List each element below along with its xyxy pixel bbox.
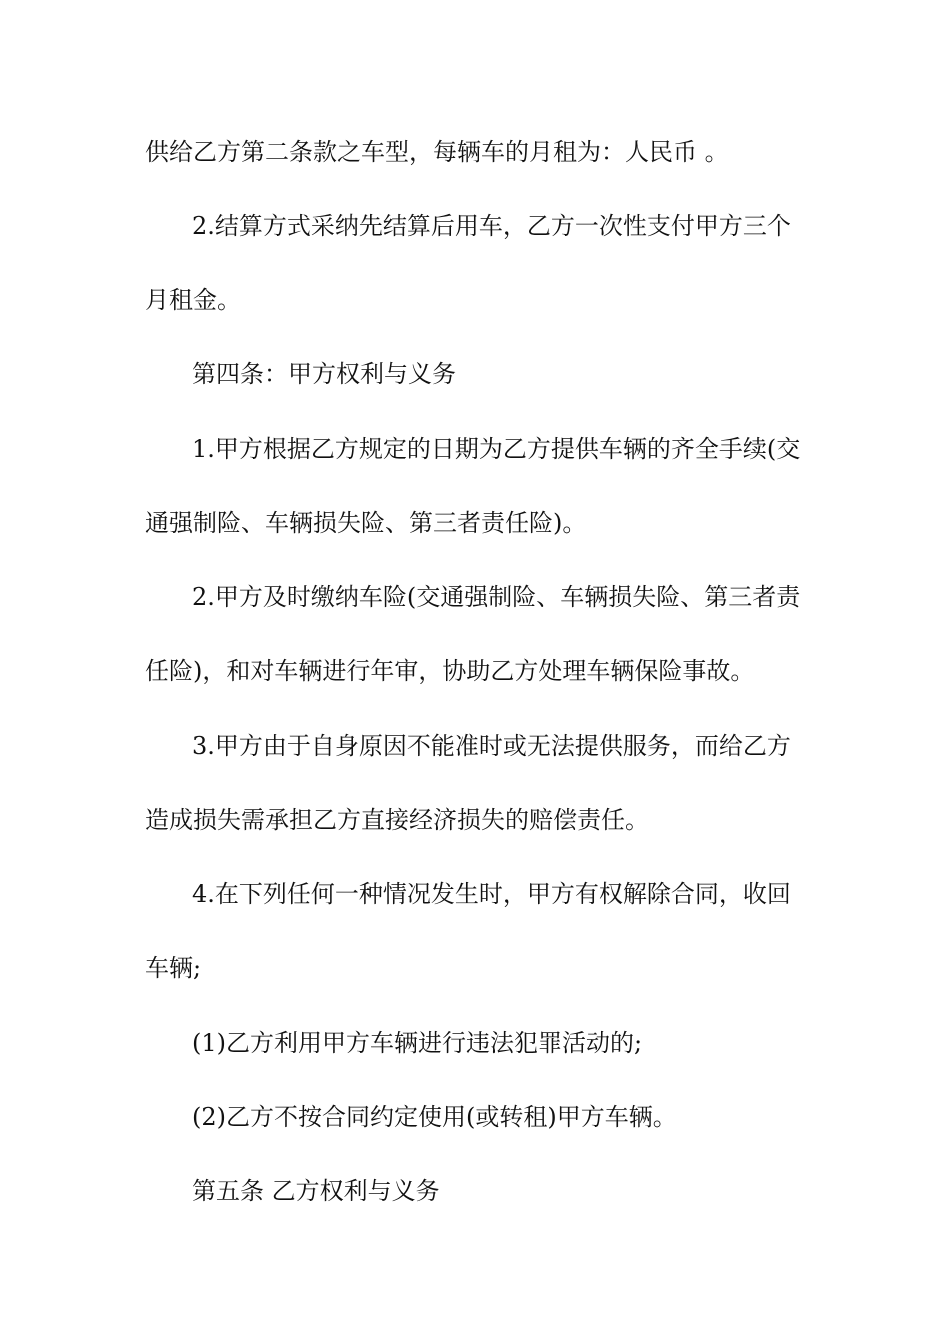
text-line: 供给乙方第二条款之车型，每辆车的月租为：人民币 。 xyxy=(145,138,729,166)
text-line: 造成损失需承担乙方直接经济损失的赔偿责任。 xyxy=(145,806,649,834)
text-line: 月租金。 xyxy=(145,286,241,314)
clause-item: 2.结算方式采纳先结算后用车，乙方一次性支付甲方三个 xyxy=(192,212,791,240)
text-line: 车辆; xyxy=(145,954,202,982)
article-heading: 第五条 乙方权利与义务 xyxy=(192,1177,440,1205)
clause-item: 4.在下列任何一种情况发生时，甲方有权解除合同，收回 xyxy=(192,880,791,908)
text-line: 任险)，和对车辆进行年审，协助乙方处理车辆保险事故。 xyxy=(145,657,755,685)
article-heading: 第四条：甲方权利与义务 xyxy=(192,360,456,388)
clause-item: 2.甲方及时缴纳车险(交通强制险、车辆损失险、第三者责 xyxy=(192,583,801,611)
clause-item: 3.甲方由于自身原因不能准时或无法提供服务，而给乙方 xyxy=(192,732,791,760)
sub-clause-item: (2)乙方不按合同约定使用(或转租)甲方车辆。 xyxy=(192,1103,677,1131)
sub-clause-item: (1)乙方利用甲方车辆进行违法犯罪活动的; xyxy=(192,1029,643,1057)
text-line: 通强制险、车辆损失险、第三者责任险)。 xyxy=(145,509,587,537)
clause-item: 1.甲方根据乙方规定的日期为乙方提供车辆的齐全手续(交 xyxy=(192,435,801,463)
